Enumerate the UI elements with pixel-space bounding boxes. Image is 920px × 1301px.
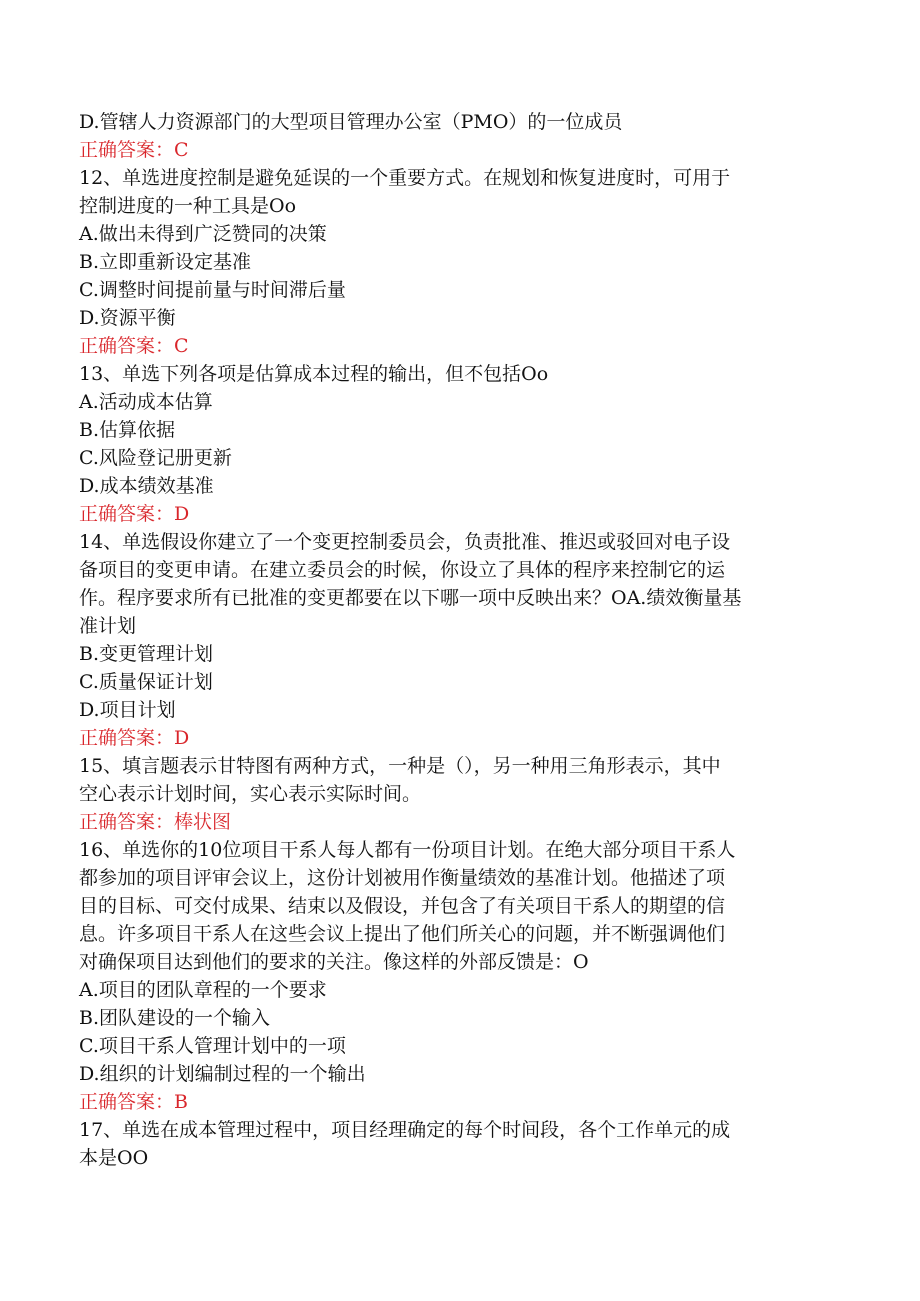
option-line: C.质量保证计划 (79, 671, 213, 693)
question-line: 都参加的项目评审会议上，这份计划被用作衡量绩效的基准计划。他描述了项 (79, 867, 726, 889)
option-line: D.成本绩效基准 (79, 475, 214, 497)
question-line: 15、填言题表示甘特图有两种方式，一种是（），另一种用三角形表示，其中 (79, 755, 721, 777)
question-line: 12、单选进度控制是避免延误的一个重要方式。在规划和恢复进度时，可用于 (79, 167, 731, 189)
question-line: 作。程序要求所有已批准的变更都要在以下哪一项中反映出来？OA.绩效衡量基 (79, 587, 742, 609)
option-line: A.项目的团队章程的一个要求 (79, 979, 327, 1001)
option-line: A.活动成本估算 (79, 391, 213, 413)
answer-line: 正确答案：C (79, 335, 189, 357)
option-line: C.风险登记册更新 (79, 447, 232, 469)
question-line: 备项目的变更申请。在建立委员会的时候，你设立了具体的程序来控制它的运 (79, 559, 726, 581)
document-page (79, 108, 839, 1172)
answer-line: 正确答案：D (79, 727, 190, 749)
question-line: 对确保项目达到他们的要求的关注。像这样的外部反馈是：O (79, 951, 589, 973)
question-line: 13、单选下列各项是估算成本过程的输出，但不包括Oo (79, 363, 549, 385)
question-line: 准计划 (79, 615, 137, 637)
answer-line: 正确答案：D (79, 503, 190, 525)
option-line: B.变更管理计划 (79, 643, 214, 665)
question-line: 14、单选假设你建立了一个变更控制委员会，负责批准、推迟或驳回对电子设 (79, 531, 731, 553)
option-line: D.组织的计划编制过程的一个输出 (79, 1063, 366, 1085)
option-line: C.调整时间提前量与时间滞后量 (79, 279, 346, 301)
answer-line: 正确答案：C (79, 139, 189, 161)
option-line: D.管辖人力资源部门的大型项目管理办公室（PMO）的一位成员 (79, 111, 623, 133)
question-line: 17、单选在成本管理过程中，项目经理确定的每个时间段，各个工作单元的成 (79, 1119, 731, 1141)
option-line: C.项目干系人管理计划中的一项 (79, 1035, 346, 1057)
option-line: A.做出未得到广泛赞同的决策 (79, 223, 327, 245)
question-line: 控制进度的一种工具是Oo (79, 195, 297, 217)
question-line: 息。许多项目干系人在这些会议上提出了他们所关心的问题，并不断强调他们 (79, 923, 726, 945)
option-line: D.项目计划 (79, 699, 176, 721)
answer-line: 正确答案：棒状图 (79, 811, 232, 833)
option-line: D.资源平衡 (79, 307, 176, 329)
question-line: 16、单选你的10位项目干系人每人都有一份项目计划。在绝大部分项目干系人 (79, 839, 736, 861)
option-line: B.估算依据 (79, 419, 176, 441)
option-line: B.立即重新设定基准 (79, 251, 252, 273)
question-line: 目的目标、可交付成果、结束以及假设，并包含了有关项目干系人的期望的信 (79, 895, 726, 917)
question-line: 空心表示计划时间，实心表示实际时间。 (79, 783, 422, 805)
answer-line: 正确答案：B (79, 1091, 188, 1113)
option-line: B.团队建设的一个输入 (79, 1007, 271, 1029)
question-line: 本是OO (79, 1147, 149, 1169)
